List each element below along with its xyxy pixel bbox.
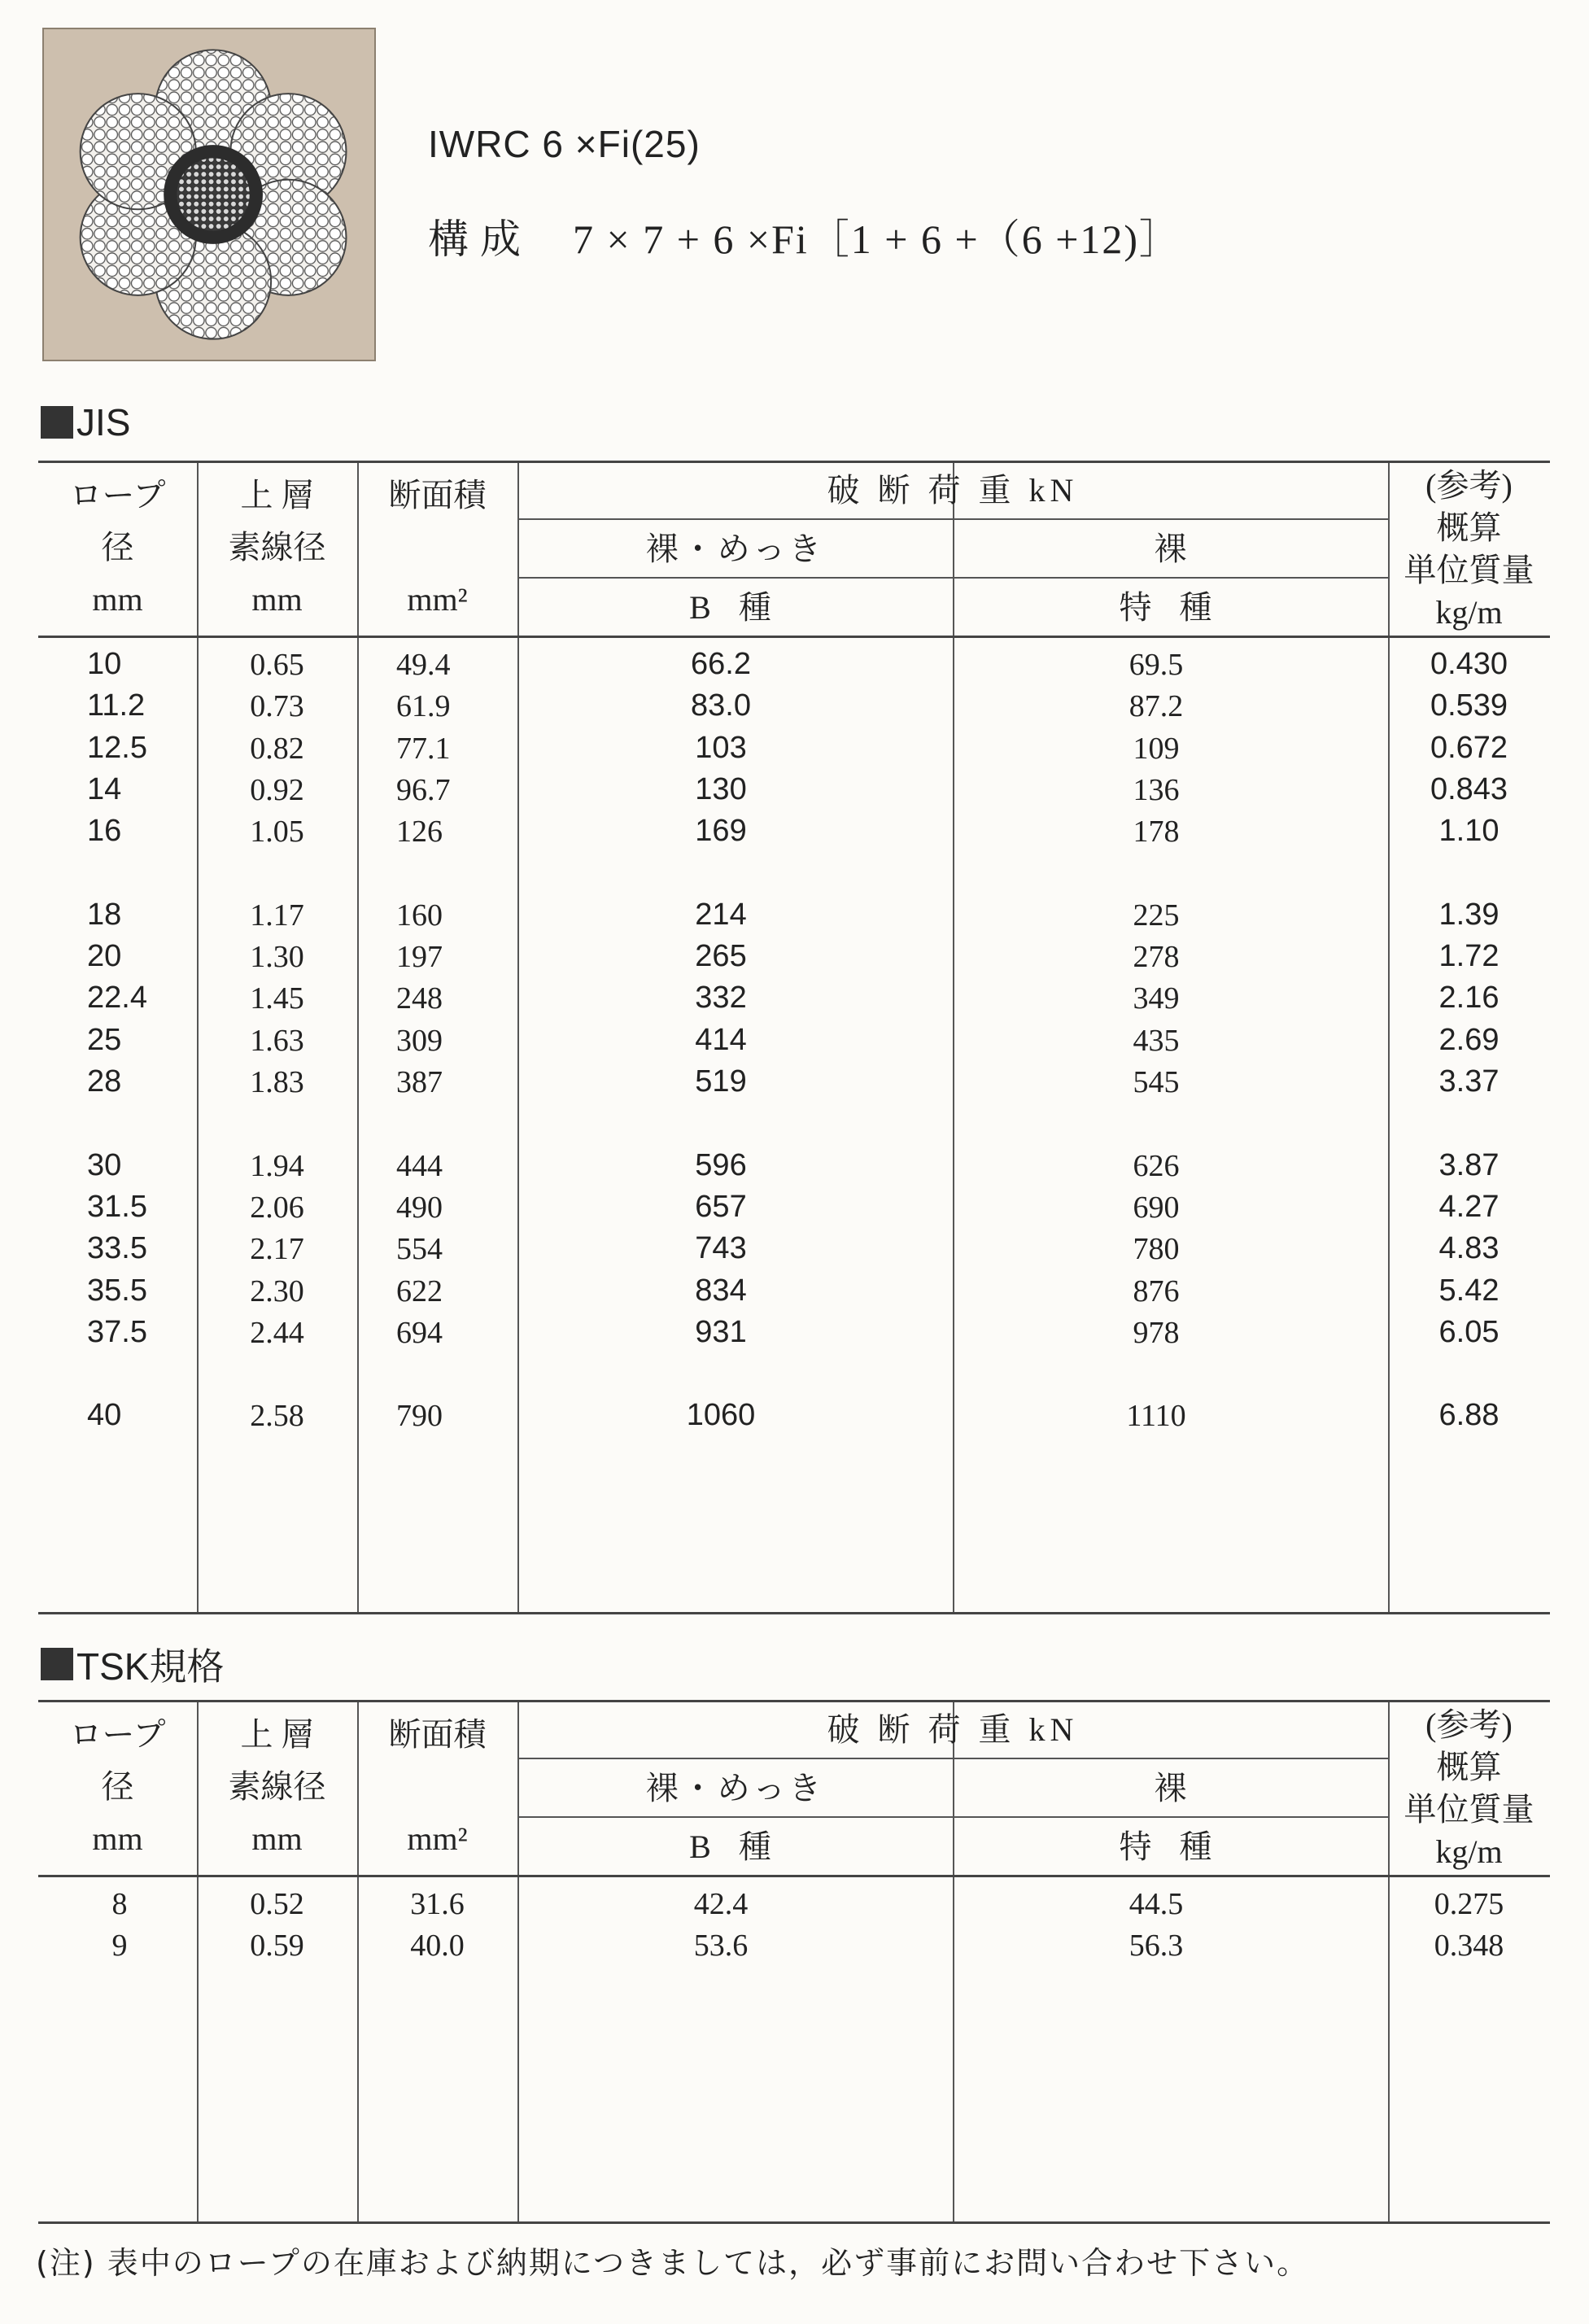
cell-grade-s: 69.5 [1128, 648, 1184, 682]
cell-grade-b: 83.0 [691, 688, 751, 723]
cell-grade-s: 44.5 [1128, 1887, 1184, 1921]
rope-cross-section-image [42, 28, 376, 361]
cell-area: 387 [396, 1065, 443, 1099]
header-text: 上 層 [240, 1716, 314, 1753]
header-unit-mass [1388, 465, 1550, 634]
header-grade-s: 特 種 [1119, 589, 1222, 626]
cell-grade-s: 136 [1133, 772, 1180, 807]
square-bullet-icon [41, 406, 73, 439]
cell-area: 309 [396, 1023, 443, 1058]
cell-unit-mass: 1.72 [1438, 939, 1500, 974]
header-text: mm² [407, 1820, 468, 1857]
header-grade-b-top: 裸・めっき [645, 531, 825, 567]
header-bottom-rule [38, 636, 1550, 638]
cell-unit-mass: 6.05 [1438, 1314, 1500, 1349]
cell-unit-mass: 1.39 [1438, 897, 1500, 932]
rope-cross-section-graphic [44, 29, 374, 360]
cell-rope-diameter: 22.4 [87, 981, 147, 1016]
cell-area: 61.9 [396, 689, 451, 724]
header-divider [517, 518, 1388, 520]
cell-area: 160 [396, 898, 443, 933]
header-text: 概算 [1436, 1749, 1502, 1785]
product-composition [428, 207, 1181, 265]
cell-unit-mass: 3.37 [1438, 1064, 1500, 1099]
cell-grade-b: 214 [695, 897, 747, 932]
cell-grade-b: 169 [695, 814, 747, 849]
header-text: 径 [101, 529, 134, 566]
cell-rope-diameter: 8 [111, 1887, 128, 1921]
header-text: mm [92, 1820, 143, 1857]
header-divider [517, 577, 1388, 579]
header-grade-b-top: 裸・めっき [645, 1770, 825, 1806]
cell-unit-mass: 3.87 [1438, 1147, 1500, 1182]
composition-label: 構成 [428, 216, 532, 262]
cell-grade-b: 596 [695, 1147, 747, 1182]
cell-grade-b: 834 [695, 1273, 747, 1308]
cell-rope-diameter: 11.2 [87, 688, 146, 723]
cell-wire-diameter: 1.94 [250, 1148, 304, 1183]
header-unit-mass [1388, 1704, 1550, 1873]
header-rope-diameter [38, 470, 197, 626]
header-text: mm [251, 581, 303, 618]
cell-area: 248 [396, 981, 443, 1016]
header-area [357, 470, 517, 626]
tsk-section-heading [41, 1637, 224, 1691]
cell-unit-mass: 1.10 [1438, 814, 1500, 849]
cell-wire-diameter: 0.82 [250, 731, 304, 766]
cell-rope-diameter: 12.5 [87, 730, 147, 765]
tsk-section-label: TSK規格 [76, 1645, 225, 1688]
cell-wire-diameter: 0.65 [250, 648, 304, 682]
cell-wire-diameter: 2.30 [250, 1273, 304, 1308]
header-grade-s-top: 裸 [1154, 531, 1187, 567]
cell-wire-diameter: 0.59 [250, 1929, 304, 1964]
header-text: 径 [101, 1768, 134, 1805]
header-bottom-rule [38, 1875, 1550, 1877]
header-grade-s: 特 種 [1119, 1828, 1222, 1865]
cell-unit-mass: 6.88 [1438, 1398, 1500, 1433]
square-bullet-icon [41, 1648, 73, 1680]
cell-wire-diameter: 1.45 [250, 981, 304, 1016]
cell-area: 77.1 [396, 731, 451, 766]
jis-table [38, 461, 1550, 1614]
header-rope-diameter [38, 1709, 197, 1865]
header-text: 単位質量 [1403, 552, 1534, 588]
cell-area: 40.0 [410, 1929, 465, 1964]
header-divider [517, 1758, 1388, 1759]
header-text: 概算 [1436, 509, 1502, 546]
header-wire-diameter [197, 470, 357, 626]
header-text: 断面積 [388, 477, 487, 513]
header-text: 上 層 [240, 477, 314, 513]
cell-grade-b: 519 [695, 1064, 747, 1099]
cell-grade-s: 626 [1133, 1148, 1180, 1183]
cell-wire-diameter: 2.17 [250, 1232, 304, 1267]
cell-rope-diameter: 18 [87, 897, 122, 932]
cell-grade-b: 931 [695, 1314, 747, 1349]
cell-unit-mass: 2.69 [1438, 1022, 1500, 1057]
cell-grade-b: 1060 [686, 1398, 756, 1433]
cell-area: 790 [396, 1399, 443, 1434]
cell-unit-mass: 0.430 [1430, 647, 1508, 681]
cell-unit-mass: 0.275 [1434, 1887, 1504, 1921]
jis-section-label: JIS [76, 401, 131, 443]
cell-rope-diameter: 37.5 [87, 1314, 147, 1349]
header-breaking-load: 破 断 荷 重 kN [827, 1711, 1079, 1748]
cell-grade-s: 109 [1133, 731, 1180, 766]
cell-grade-b: 42.4 [693, 1887, 749, 1921]
cell-grade-b: 66.2 [691, 647, 751, 681]
cell-rope-diameter: 31.5 [87, 1189, 147, 1224]
header-text: 素線径 [228, 529, 326, 566]
cell-rope-diameter: 9 [111, 1929, 128, 1964]
cell-grade-s: 178 [1133, 815, 1180, 850]
header-text: 断面積 [388, 1716, 487, 1753]
cell-grade-b: 103 [695, 730, 747, 765]
header-text: mm [92, 581, 143, 618]
cell-grade-b: 332 [695, 981, 747, 1016]
cell-unit-mass: 2.16 [1438, 981, 1500, 1016]
cell-grade-b: 414 [695, 1022, 747, 1057]
cell-wire-diameter: 1.05 [250, 815, 304, 850]
tsk-table [38, 1700, 1550, 2224]
cell-wire-diameter: 2.58 [250, 1399, 304, 1434]
cell-grade-s: 225 [1133, 898, 1180, 933]
cell-grade-s: 1110 [1126, 1399, 1186, 1434]
cell-rope-diameter: 14 [87, 771, 122, 806]
cell-wire-diameter: 1.30 [250, 940, 304, 975]
header-text: kg/m [1435, 1833, 1503, 1870]
cell-rope-diameter: 20 [87, 939, 122, 974]
cell-grade-s: 978 [1133, 1315, 1180, 1350]
cell-area: 197 [396, 940, 443, 975]
cell-grade-s: 56.3 [1128, 1929, 1184, 1964]
cell-grade-s: 876 [1133, 1273, 1180, 1308]
cell-area: 622 [396, 1273, 443, 1308]
cell-rope-diameter: 40 [87, 1398, 122, 1433]
header-grade-s-top: 裸 [1154, 1770, 1187, 1806]
cell-wire-diameter: 2.44 [250, 1315, 304, 1350]
header-grade-b: B 種 [689, 589, 781, 626]
header-text: ロープ [69, 1716, 166, 1753]
cell-wire-diameter: 0.73 [250, 689, 304, 724]
cell-rope-diameter: 25 [87, 1022, 122, 1057]
header-spacer [357, 522, 517, 574]
footnote: (注) 表中のロープの在庫および納期につきましては，必ず事前にお問い合わせ下さい。 [36, 2245, 1310, 2281]
cell-area: 31.6 [410, 1887, 465, 1921]
header-text: (参考) [1425, 1706, 1513, 1743]
cell-grade-b: 657 [695, 1189, 747, 1224]
cell-grade-b: 265 [695, 939, 747, 974]
cell-wire-diameter: 1.63 [250, 1023, 304, 1058]
cell-area: 554 [396, 1232, 443, 1267]
cell-unit-mass: 4.83 [1438, 1231, 1500, 1266]
header-grade-b: B 種 [689, 1828, 781, 1865]
cell-rope-diameter: 16 [87, 814, 122, 849]
cell-wire-diameter: 2.06 [250, 1190, 304, 1225]
header-text: (参考) [1425, 467, 1513, 504]
cell-unit-mass: 0.348 [1434, 1929, 1504, 1964]
cell-grade-b: 53.6 [693, 1929, 749, 1964]
jis-section-heading [41, 400, 130, 444]
header-text: kg/m [1435, 594, 1503, 631]
cell-unit-mass: 4.27 [1438, 1189, 1500, 1224]
cell-wire-diameter: 1.17 [250, 898, 304, 933]
cell-grade-s: 278 [1133, 940, 1180, 975]
cell-grade-s: 435 [1133, 1023, 1180, 1058]
header-divider [517, 1816, 1388, 1818]
header-spacer [357, 1761, 517, 1813]
cell-grade-b: 130 [695, 771, 747, 806]
cell-wire-diameter: 1.83 [250, 1065, 304, 1099]
header-area [357, 1709, 517, 1865]
cell-rope-diameter: 35.5 [87, 1273, 147, 1308]
composition-value: 7 × 7 + 6 ×Fi［1 + 6 +（6 +12)］ [573, 216, 1182, 262]
cell-unit-mass: 5.42 [1438, 1273, 1500, 1308]
cell-unit-mass: 0.672 [1430, 730, 1508, 765]
cell-grade-s: 87.2 [1128, 689, 1184, 724]
cell-grade-s: 780 [1133, 1232, 1180, 1267]
cell-rope-diameter: 28 [87, 1064, 122, 1099]
header-breaking-load: 破 断 荷 重 kN [827, 472, 1079, 509]
cell-unit-mass: 0.843 [1430, 771, 1508, 806]
cell-area: 96.7 [396, 772, 451, 807]
header-text: mm [251, 1820, 303, 1857]
cell-rope-diameter: 33.5 [87, 1231, 147, 1266]
cell-area: 49.4 [396, 648, 451, 682]
header-text: 単位質量 [1403, 1791, 1534, 1828]
cell-area: 444 [396, 1148, 443, 1183]
cell-wire-diameter: 0.92 [250, 772, 304, 807]
cell-grade-s: 349 [1133, 981, 1180, 1016]
cell-area: 694 [396, 1315, 443, 1350]
header-text: 素線径 [228, 1768, 326, 1805]
cell-area: 490 [396, 1190, 443, 1225]
cell-rope-diameter: 30 [87, 1147, 122, 1182]
header-text: mm² [407, 581, 468, 618]
cell-grade-b: 743 [695, 1231, 747, 1266]
header-wire-diameter [197, 1709, 357, 1865]
header-text: ロープ [69, 477, 166, 513]
cell-grade-s: 545 [1133, 1065, 1180, 1099]
cell-grade-s: 690 [1133, 1190, 1180, 1225]
cell-rope-diameter: 10 [87, 647, 122, 681]
cell-unit-mass: 0.539 [1430, 688, 1508, 723]
product-title: IWRC 6 ×Fi(25) [428, 123, 701, 165]
cell-wire-diameter: 0.52 [250, 1887, 304, 1921]
cell-area: 126 [396, 815, 443, 850]
